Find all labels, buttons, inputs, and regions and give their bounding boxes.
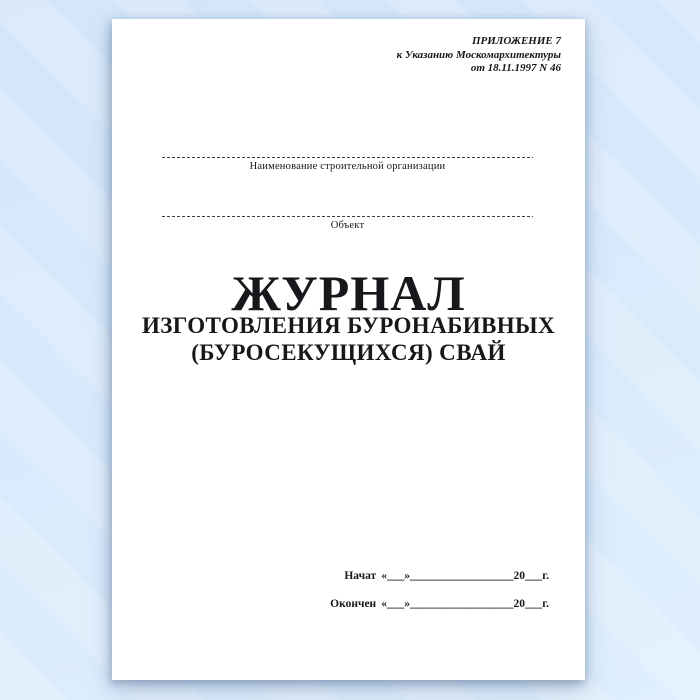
object-blank-line xyxy=(162,216,533,217)
date-started-label: Начат xyxy=(344,570,377,582)
journal-subtitle-line-2: (БУРОСЕКУЩИХСЯ) СВАЙ xyxy=(191,340,506,365)
journal-subtitle-line-1: ИЗГОТОВЛЕНИЯ БУРОНАБИВНЫХ xyxy=(141,313,556,338)
dates-block xyxy=(330,570,549,611)
annex-reference-block xyxy=(397,35,561,76)
date-finished-label: Окончен xyxy=(330,598,377,610)
date-finished-row xyxy=(330,598,549,611)
date-finished-year-blank: 20___г. xyxy=(513,598,549,610)
date-finished-month-blank: __________________ xyxy=(409,598,514,610)
date-started-year-blank: 20___г. xyxy=(513,570,549,582)
object-field xyxy=(162,216,533,232)
organization-field-caption: Наименование строительной организации xyxy=(249,161,446,172)
date-started-day-blank: «___» xyxy=(381,570,410,582)
journal-cover-page xyxy=(112,19,585,680)
annex-number: ПРИЛОЖЕНИЕ 7 xyxy=(471,35,561,47)
journal-title: ЖУРНАЛ xyxy=(231,265,466,321)
organization-name-field xyxy=(162,157,533,173)
date-finished-day-blank: «___» xyxy=(381,598,410,610)
date-started-row xyxy=(330,570,549,583)
annex-date-number: от 18.11.1997 N 46 xyxy=(470,62,561,74)
organization-blank-line xyxy=(162,157,533,158)
object-field-caption: Объект xyxy=(330,220,365,231)
date-started-month-blank: __________________ xyxy=(409,570,514,582)
annex-decree-reference: к Указанию Москомархитектуры xyxy=(396,48,561,61)
